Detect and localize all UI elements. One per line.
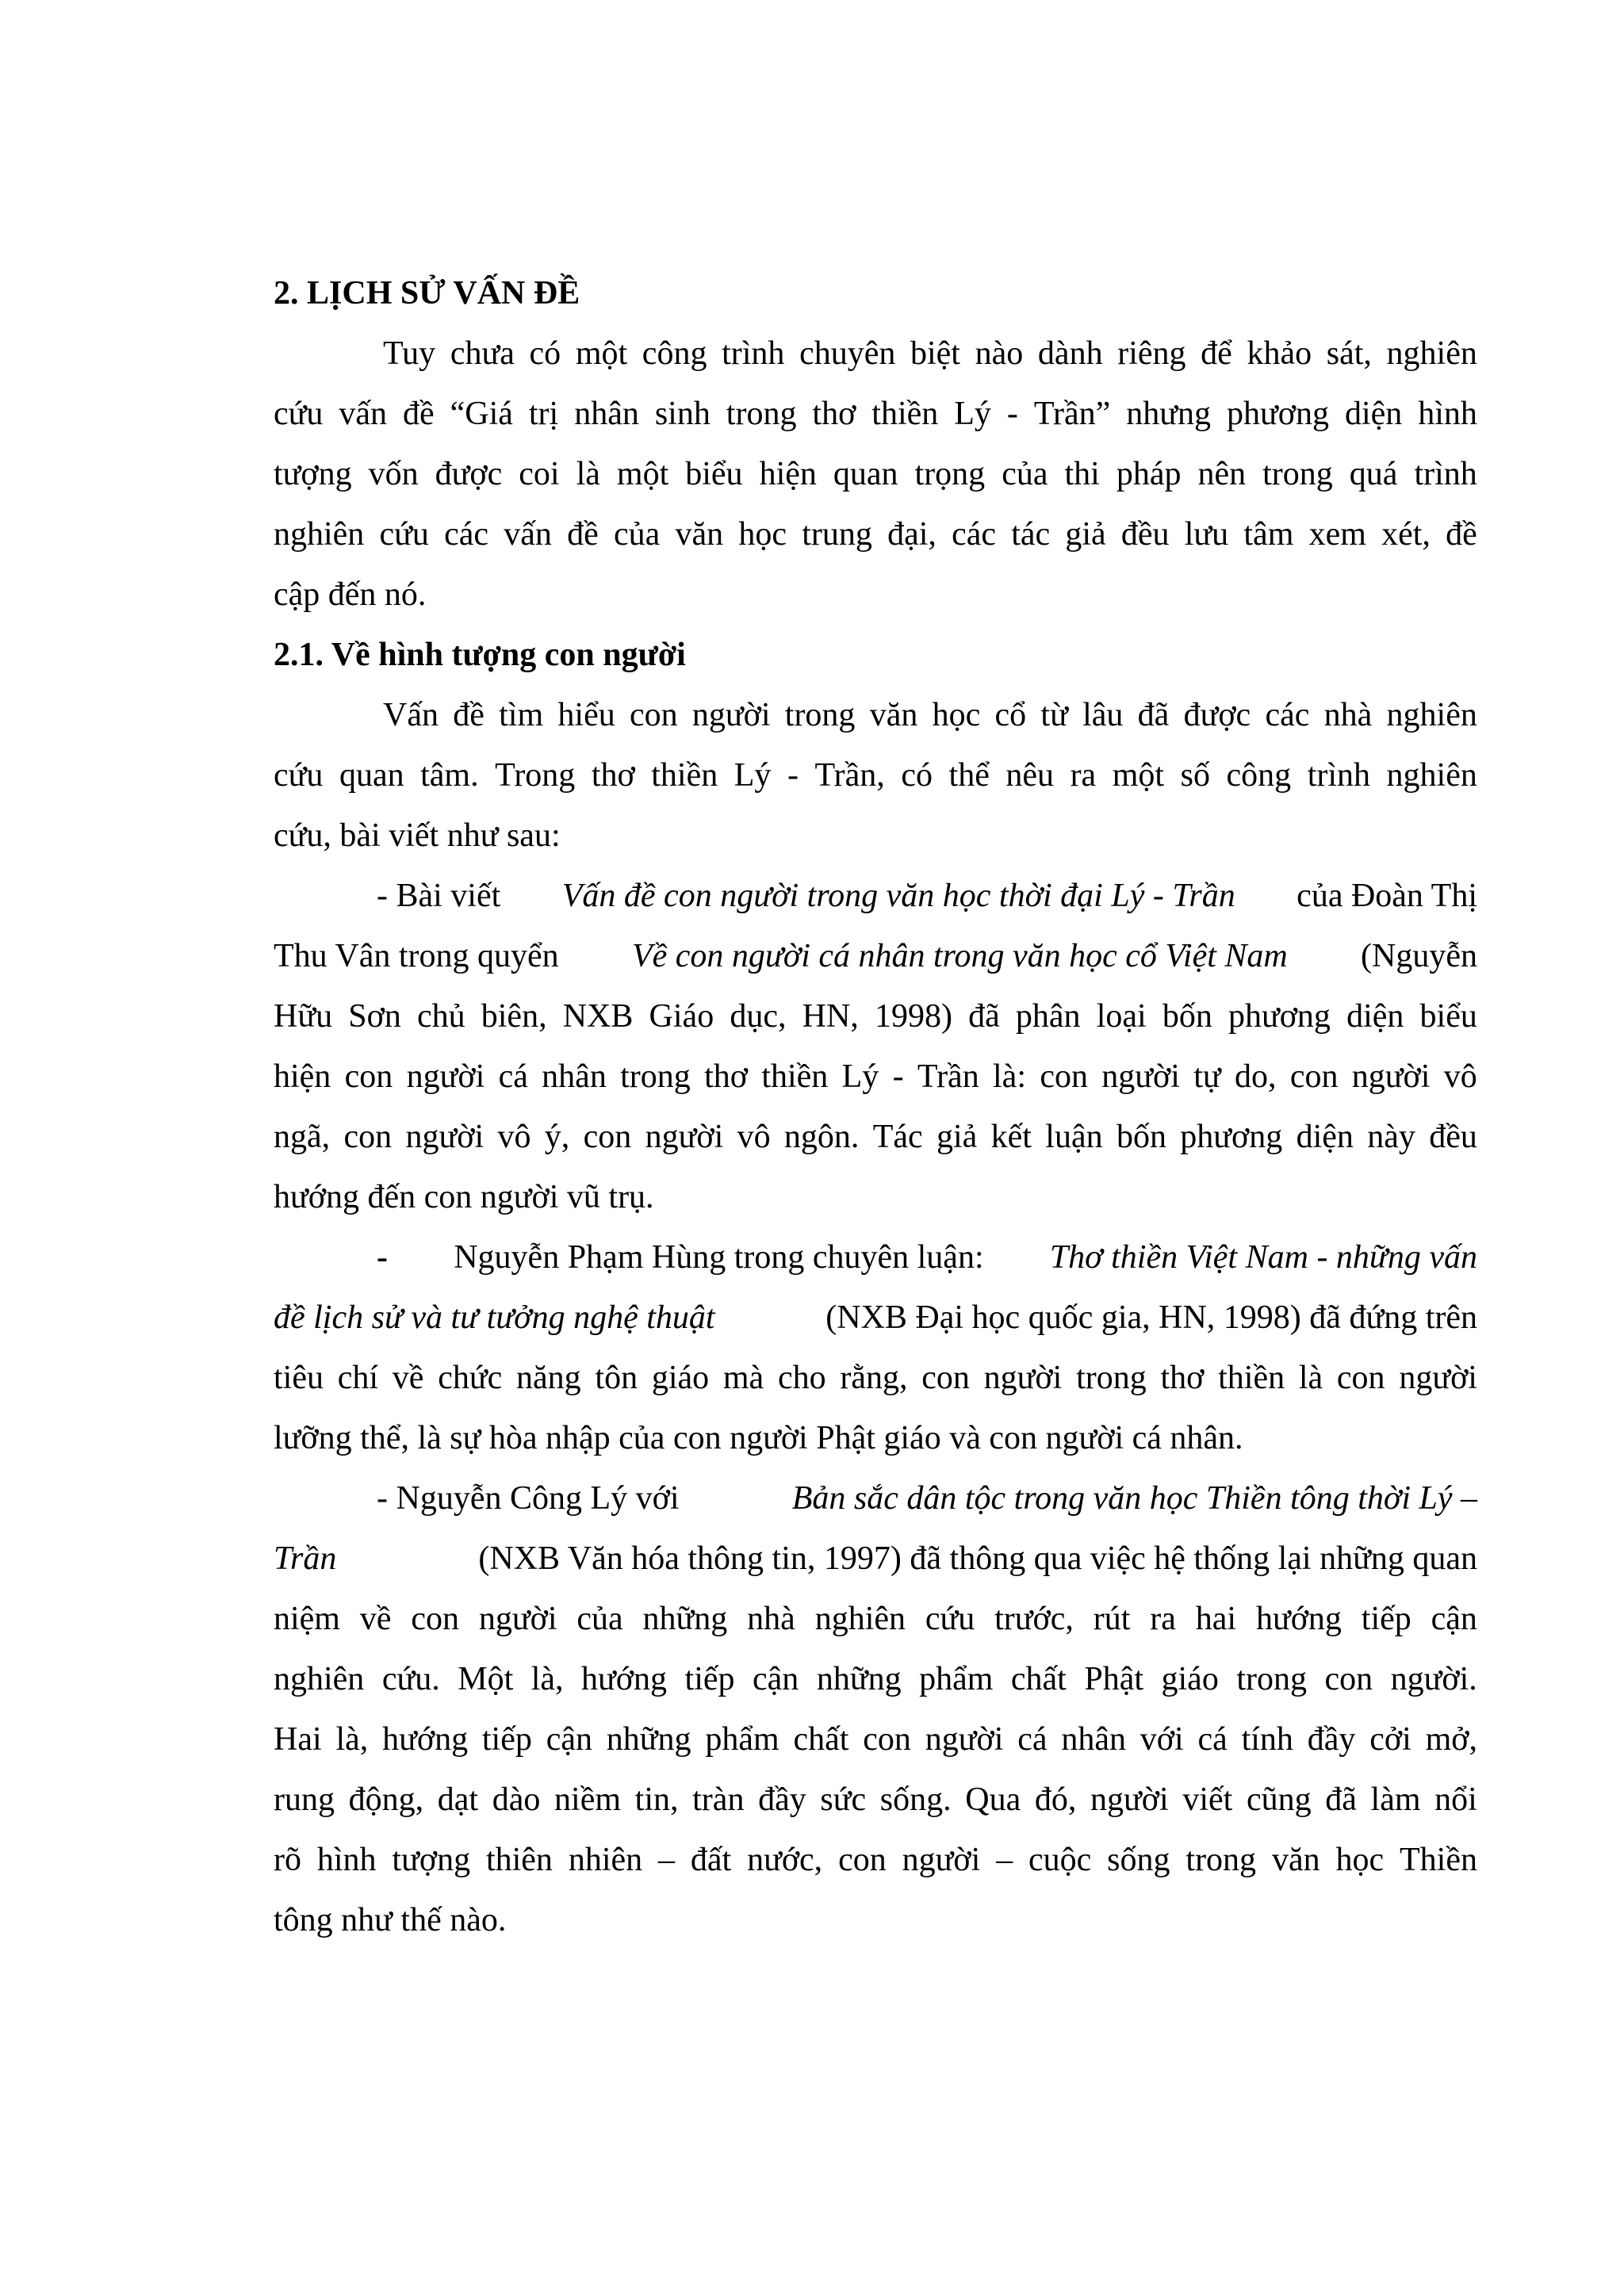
word: trong [1185,1842,1257,1878]
text-line-last: cập đến nó. [274,576,427,613]
word: người [902,1842,981,1878]
word: đã [1325,1781,1357,1818]
word: thơ [1160,1360,1205,1396]
word: cứu. [381,1661,440,1697]
word: đó, [1034,1781,1077,1818]
word: những [642,1601,728,1637]
paragraph-human-image [274,685,1477,866]
word: hình [316,1842,377,1878]
word: dục, [730,998,787,1035]
subsection-heading: 2.1. Về hình tượng con người [274,637,686,673]
word: Qua [965,1781,1021,1818]
word: viết [1182,1781,1233,1818]
word: cận [546,1721,592,1758]
word: Lý [733,757,772,794]
word: tự [1193,1058,1221,1095]
book-title: Thơ thiền Việt Nam - những vấn [1049,1239,1477,1276]
word: biên, [481,998,547,1035]
text-line [274,1830,1477,1890]
word: đề [453,697,485,733]
word: làm [1370,1781,1421,1818]
word: biệt [910,335,960,372]
word: thiên [485,1842,553,1878]
word: diện [1296,1119,1354,1155]
word: sống. [879,1781,952,1818]
word: hai [1195,1601,1237,1637]
book-title: Trần [274,1540,337,1577]
word: thơ [812,396,856,432]
word: nghiên [1386,757,1477,794]
word: những [606,1721,691,1758]
text-line-last: tông như thế nào. [274,1902,507,1938]
word: con [1289,1058,1339,1095]
word: vô [497,1119,531,1155]
word: hướng [581,1661,668,1697]
text-line: Trần (NXB Văn hóa thông tin, 1997) đã thông qua việc hệ thống lại những quan [274,1529,1477,1589]
word: cận [1431,1601,1477,1637]
text-line [274,1589,1477,1649]
word: cá [498,1058,528,1095]
word: phân [1015,998,1081,1035]
text-line [274,1348,1477,1408]
word: con [838,1842,887,1878]
word: nghiên [814,1601,906,1637]
word: tôn [595,1360,638,1396]
list-item-doan-thi-thu-van [274,866,1477,1227]
word: đều [1429,1119,1477,1155]
word: giả [1065,516,1106,553]
text-line: - Nguyễn Công Lý với Bản sắc dân tộc trong văn học Thiền tông thời Lý – [274,1468,1477,1529]
word: là, [335,1721,369,1758]
word: nghiên [274,516,365,553]
word: sinh [654,396,710,432]
word: nhân [1061,1721,1126,1758]
word: rõ [274,1842,301,1878]
word: một [1112,757,1165,794]
word: – [658,1842,675,1878]
word: cứu [925,1601,975,1637]
word: “Giá [450,396,513,432]
word: thơ [591,757,635,794]
word: nào [975,335,1024,372]
text-line [274,384,1477,444]
word: công [1226,757,1292,794]
text-line: đề lịch sử và tư tưởng nghệ thuật (NXB Đại học quốc gia, HN, 1998) đã đứng trên [274,1288,1477,1348]
word: ý, [544,1119,570,1155]
text-line: Thu Vân trong quyển Về con người cá nhân trong văn học cổ Việt Nam (Nguyễn [274,926,1477,986]
word: ngã, [274,1119,331,1155]
word: cũng [1246,1781,1312,1818]
word: tiếp [1361,1601,1411,1637]
word: niệm [274,1601,340,1637]
word: một [575,335,628,372]
word: là, [530,1661,564,1697]
word: con [863,1721,911,1758]
word: tính [1241,1721,1293,1758]
word: Trong [495,757,576,794]
word: cá [1197,1721,1228,1758]
word: cổ [994,697,1027,733]
word: số [1180,757,1210,794]
word: học [932,697,981,733]
book-title: đề lịch sử và tư tưởng nghệ thuật [274,1299,715,1336]
word: mở, [1425,1721,1477,1758]
word: nhân [574,396,639,432]
word: tiêu [274,1360,324,1396]
word: lâu [1082,697,1124,733]
word: người [1101,1058,1180,1095]
word: đất [690,1842,732,1878]
word: đề [567,516,599,553]
word: người [405,1119,485,1155]
word: phương [1228,998,1331,1035]
word: một [616,456,669,492]
list-dash: - [377,1239,388,1276]
word: được [1183,697,1251,733]
word: người [1090,1781,1169,1818]
word: người [1399,1360,1477,1396]
text-line-last: cứu, bài viết như sau: [274,817,561,854]
word: nhân [542,1058,607,1095]
word: quan [339,757,404,794]
word: khảo [1247,335,1312,372]
word: trong [1262,456,1333,492]
word: quá [1349,456,1398,492]
word: sống [1107,1842,1170,1878]
text-line-last: lưỡng thể, là sự hòa nhập của con người Phật giáo và con người cá nhân. [274,1420,1243,1456]
text-line [274,444,1477,504]
list-item-nguyen-cong-ly [274,1468,1477,1950]
word: Hai [274,1721,322,1758]
word: bốn [1162,998,1212,1035]
word: Phật [1084,1661,1144,1697]
intro-paragraph [274,323,1477,625]
word: đầy [758,1781,806,1818]
word: đề [403,396,435,432]
text-line [274,1770,1477,1830]
book-title: Bản sắc dân tộc trong văn học Thiền tông thời Lý – [791,1480,1477,1517]
word: thiền [651,757,718,794]
word: các [1265,697,1310,733]
word: pháp [1116,456,1182,492]
word: chất [793,1721,849,1758]
word: thơ [704,1058,748,1095]
word: tìm [499,697,544,733]
word: các [952,516,997,553]
word: trong [726,396,797,432]
word: tiếp [481,1721,532,1758]
word: sức [820,1781,867,1818]
word: tượng [274,456,352,492]
word: vốn [368,456,419,492]
word: những [816,1661,902,1697]
word: tâm. [420,757,479,794]
word: vấn [504,516,552,553]
word: tin, [634,1781,679,1818]
word: người. [1390,1661,1477,1697]
word: NXB [562,998,634,1035]
word: đều [1120,516,1170,553]
word: Tác [872,1119,923,1155]
word: Trần” [1033,396,1111,432]
text-line [274,504,1477,564]
word: con [629,697,678,733]
word: thể [948,757,990,794]
word: dào [492,1781,541,1818]
word: biểu [685,456,743,492]
word: nổi [1434,1781,1477,1818]
book-title: Về con người cá nhân trong văn học cổ Việt Nam [631,938,1288,974]
word: văn [1271,1842,1320,1878]
word: diện [1346,998,1404,1035]
word: nhiên [568,1842,643,1878]
text-line [274,745,1477,806]
word: về [392,1360,424,1396]
word: con [583,1119,632,1155]
word: người [983,1360,1063,1396]
word: HN, [802,998,859,1035]
word: riêng [1117,335,1186,372]
word: chủ [416,998,465,1035]
word: tâm [1243,516,1294,553]
word: nhưng [1126,396,1212,432]
word: chất [1010,1661,1067,1697]
word: cởi [1369,1721,1411,1758]
word: luận [1045,1119,1103,1155]
word: đầy [1307,1721,1356,1758]
word: coi [519,456,560,492]
word: trình [722,335,785,372]
word: có [901,757,933,794]
word: lưu [1184,516,1229,553]
word: phẩm [919,1661,994,1697]
word: là [1298,1360,1323,1396]
word: ngôn. [783,1119,860,1155]
word: thiền [871,396,939,432]
word: cứu [274,396,324,432]
word: được [435,456,503,492]
word: vô [1443,1058,1477,1095]
word: xem [1308,516,1366,553]
word: dành [1037,335,1103,372]
word: hình [1418,396,1477,432]
word: trước, [994,1601,1074,1637]
word: diện [1344,396,1403,432]
word: xét, [1381,516,1431,553]
text-line [274,1709,1477,1770]
word: là [576,456,600,492]
word: văn [675,516,724,553]
word: do, [1235,1058,1277,1095]
word: dạt [437,1781,479,1818]
section-heading: 2. LỊCH SỬ VẤN ĐỀ [274,275,580,312]
word: công [642,335,707,372]
word: bốn [1116,1119,1166,1155]
word: phương [1180,1119,1283,1155]
word: chưa [450,335,515,372]
word: con [1040,1058,1088,1095]
word: cứu [274,757,324,794]
word: Vấn [383,697,439,733]
text-line [274,1649,1477,1709]
word: rằng, [840,1360,908,1396]
word: giả [936,1119,978,1155]
word: Một [458,1661,514,1697]
word: con [344,1058,393,1095]
word: học [1335,1842,1385,1878]
word: phẩm [705,1721,779,1758]
word: nhà [1323,697,1373,733]
word: Sơn [348,998,401,1035]
word: con [411,1601,460,1637]
word: Giáo [649,998,714,1035]
word: nên [1197,456,1247,492]
word: con [1324,1661,1373,1697]
word: tiếp [684,1661,735,1697]
word: - [1006,396,1018,432]
word: trong [784,697,856,733]
word: người [925,1721,1004,1758]
word: của [613,516,661,553]
word: người [406,1058,485,1095]
word: động, [348,1781,424,1818]
word: chức [438,1360,503,1396]
word: hiểu [557,697,615,733]
word: nghiên [1386,697,1477,733]
word: nhà [747,1601,795,1637]
word: trung [802,516,872,553]
word: của [1002,456,1048,492]
text-line [274,1107,1477,1167]
word: cận [753,1661,799,1697]
word: cứu [379,516,429,553]
word: trị [528,396,559,432]
word: văn [869,697,918,733]
text-line [274,1047,1477,1107]
word: con [921,1360,970,1396]
word: Lý [841,1058,879,1095]
document-page [274,263,1477,1950]
word: tượng [392,1842,471,1878]
word: Lý [954,396,991,432]
word: này [1367,1119,1415,1155]
word: cho [777,1360,826,1396]
word: hướng [382,1721,469,1758]
word: hiện [274,1058,331,1095]
word: rút [1093,1601,1131,1637]
word: biểu [1419,998,1477,1035]
word: tràn [692,1781,745,1818]
word: Tuy [383,335,436,372]
word: nước, [747,1842,823,1878]
word: nêu [1005,757,1055,794]
word: – [996,1842,1013,1878]
word: đề [1446,516,1477,553]
word: người [1351,1058,1431,1095]
word: quan [833,456,898,492]
word: Trần, [814,757,885,794]
word: đã [968,998,1000,1035]
word: trong [1236,1661,1307,1697]
book-title: Vấn đề con người trong văn học thời đại Lý - Trần [561,878,1235,914]
word: kết [990,1119,1032,1155]
word: các [444,516,489,553]
word: nghiên [274,1661,365,1697]
word: loại [1096,998,1147,1035]
word: đã [1137,697,1170,733]
word: người [478,1601,557,1637]
word: trong [1076,1360,1147,1396]
word: chuyên [799,335,896,372]
word: là: [993,1058,1026,1095]
word: vô [737,1119,771,1155]
word: trọng [914,456,986,492]
word: người [645,1119,724,1155]
word: 1998) [874,998,952,1035]
word: đại, [887,516,936,553]
word: của [576,1601,623,1637]
word: cá [1017,1721,1048,1758]
word: thiền [761,1058,829,1095]
word: - [892,1058,904,1095]
text-line [274,323,1477,384]
word: sát, [1326,335,1372,372]
word: năng [516,1360,581,1396]
text-line [274,986,1477,1047]
word: con [343,1119,393,1155]
word: cuộc [1028,1842,1092,1878]
word: thiền [1218,1360,1285,1396]
word: người [691,697,771,733]
word: rung [274,1781,335,1818]
text-line: - Bài viết Vấn đề con người trong văn học thời đại Lý - Trần của Đoàn Thị [274,866,1477,926]
word: trong [620,1058,691,1095]
text-line: - Nguyễn Phạm Hùng trong chuyên luận: Thơ thiền Việt Nam - những vấn [274,1227,1477,1288]
word: với [1139,1721,1184,1758]
word: phương [1226,396,1329,432]
word: có [529,335,561,372]
word: về [359,1601,392,1637]
word: Thiền [1400,1842,1477,1878]
word: tác [1011,516,1051,553]
word: giáo [1161,1661,1219,1697]
word: thi [1064,456,1100,492]
word: để [1201,335,1232,372]
word: ra [1070,757,1097,794]
word: học [738,516,787,553]
word: mà [722,1360,764,1396]
text-line [274,685,1477,745]
word: nghiên [1386,335,1477,372]
word: từ [1040,697,1068,733]
word: giáo [651,1360,710,1396]
word: Trần [917,1058,979,1095]
word: - [787,757,799,794]
word: Hữu [274,998,333,1035]
word: niềm [554,1781,622,1818]
word: hiện [759,456,817,492]
word: trình [1307,757,1371,794]
word: hướng [1255,1601,1342,1637]
text-line-last: hướng đến con người vũ trụ. [274,1179,654,1215]
word: trình [1414,456,1477,492]
word: con [1336,1360,1385,1396]
list-item-nguyen-pham-hung [274,1227,1477,1468]
word: ra [1150,1601,1176,1637]
word: vấn [339,396,388,432]
word: chí [337,1360,379,1396]
